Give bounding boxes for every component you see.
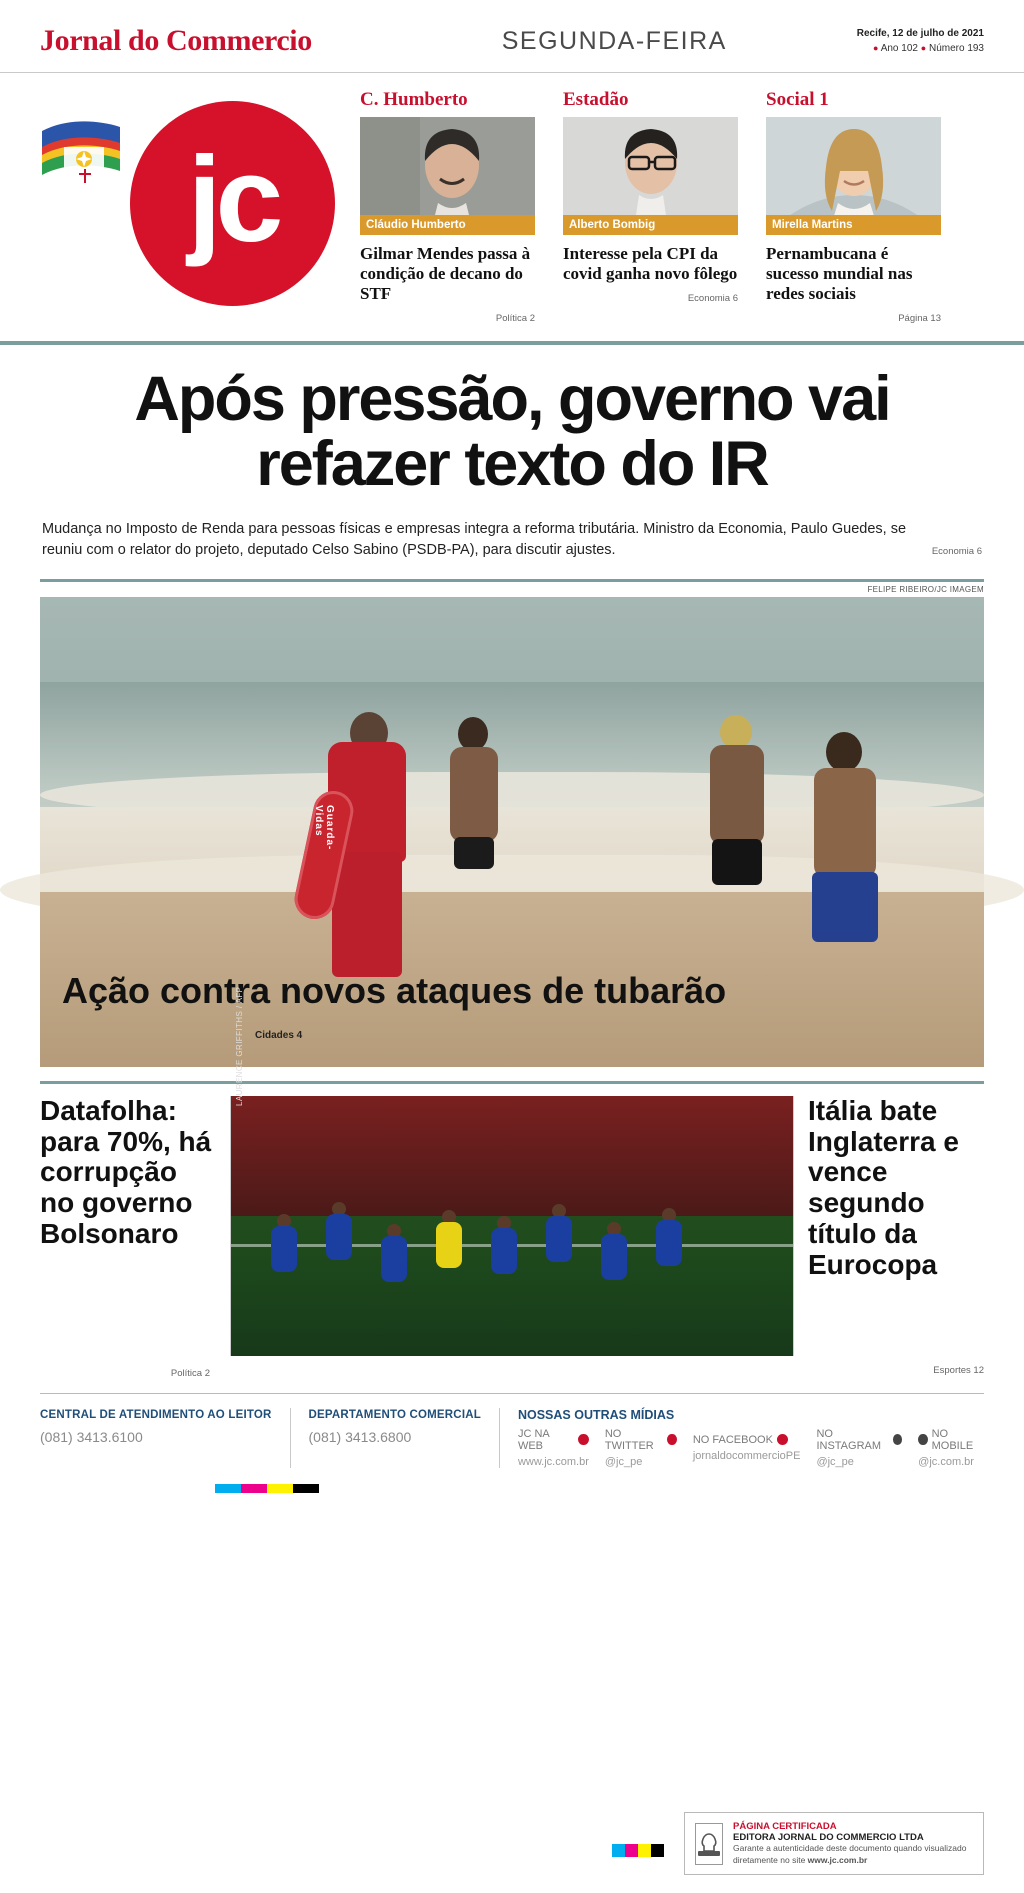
edition-number: Número 193 [928, 43, 984, 54]
media-item-web[interactable] [518, 1428, 589, 1468]
bather-head [720, 715, 752, 749]
color-bar-yellow [267, 1484, 293, 1493]
beach-reference: Cidades 4 [255, 1029, 303, 1041]
reader-service-block [40, 1408, 272, 1446]
social-media-list [518, 1428, 984, 1468]
reader-service-phone[interactable]: (081) 3413.6100 [40, 1429, 143, 1446]
cmyk-color-squares [612, 1844, 664, 1857]
facebook-icon [777, 1434, 788, 1445]
commercial-title: DEPARTAMENTO COMERCIAL [308, 1408, 481, 1421]
columnist-name: Mirella Martins [766, 215, 941, 235]
masthead [0, 0, 1024, 73]
eurocopa-headline: Itália bate Inglaterra e vence segundo título da Eurocopa [808, 1094, 959, 1280]
media-handle: www.jc.com.br [517, 1455, 589, 1468]
bullet-icon: ● [873, 43, 879, 53]
bather-figure [800, 732, 895, 992]
newspaper-title: Jornal do Commercio [40, 24, 312, 57]
football-pitch [231, 1096, 793, 1356]
columnist-item[interactable] [563, 89, 738, 324]
buoy-label: Guarda-Vidas [313, 804, 335, 851]
instagram-icon [893, 1434, 902, 1445]
color-square-cyan [612, 1844, 625, 1857]
social-media-block [518, 1408, 984, 1468]
color-bar-black [293, 1484, 319, 1493]
eurocopa-reference: Esportes 12 [933, 1364, 984, 1376]
bather-torso [450, 747, 498, 842]
columnist-kicker: Social 1 [766, 89, 829, 110]
media-label: JC NA WEB [517, 1427, 550, 1452]
media-handle: @jc.com.br [918, 1455, 974, 1468]
commercial-phone[interactable]: (081) 3413.6800 [308, 1429, 412, 1446]
columnist-photo [563, 117, 738, 235]
twitter-icon [667, 1434, 676, 1445]
certification-note [733, 1843, 973, 1866]
eurocopa-story[interactable] [794, 1096, 984, 1379]
bullet-icon-2: ● [920, 43, 927, 53]
columnist-kicker: Estadão [563, 89, 629, 110]
edition-date: Recife, 12 de julho de 2021 [856, 28, 984, 39]
certification-box [684, 1812, 984, 1875]
bather-figure [700, 715, 780, 945]
bather-head [458, 717, 488, 751]
divider-teal-2 [40, 1081, 984, 1084]
columnist-item[interactable] [360, 89, 535, 324]
jc-logo-text: jc [187, 130, 278, 267]
columnists-list [360, 83, 984, 324]
bather-head [826, 732, 862, 772]
columnist-name: Alberto Bombig [563, 215, 738, 235]
bather-shorts [712, 839, 762, 885]
columnist-photo [360, 117, 535, 235]
bather-shorts [812, 872, 878, 942]
edition-year: Ano 102 [880, 43, 918, 54]
bather-shorts [454, 837, 494, 869]
certification-note-text: Garante a autenticidade deste documento quando visualizado diretamente no site [733, 1843, 967, 1865]
certification-publisher: EDITORA JORNAL DO COMMERCIO LTDA [733, 1832, 924, 1844]
datafolha-reference: Política 2 [170, 1367, 210, 1379]
columnist-reference: Página 13 [898, 313, 941, 325]
datafolha-story[interactable] [40, 1096, 230, 1379]
media-handle: jornaldocommercioPE [692, 1449, 801, 1462]
bather-figure [440, 717, 510, 917]
media-item-facebook[interactable] [693, 1434, 801, 1462]
media-label: NO MOBILE [931, 1427, 974, 1452]
reader-service-title: CENTRAL DE ATENDIMENTO AO LEITOR [40, 1408, 272, 1421]
columnist-headline: Pernambucana é sucesso mundial nas redes sociais [766, 244, 913, 304]
footer [0, 1394, 1024, 1474]
eurocopa-photo-credit: LAURENCE GRIFFITHS / AFP [235, 986, 244, 1106]
logo-block [30, 83, 360, 333]
lead-summary-row [40, 519, 984, 561]
columnist-name: Cláudio Humberto [360, 215, 535, 235]
commercial-block [309, 1408, 481, 1446]
edition-meta [857, 26, 984, 56]
columnist-headline: Gilmar Mendes passa à condição de decano do STF [360, 244, 531, 304]
media-label: NO TWITTER [604, 1427, 654, 1452]
globe-icon [578, 1434, 588, 1445]
media-item-twitter[interactable] [605, 1428, 677, 1468]
footer-divider [290, 1408, 291, 1468]
media-label: NO INSTAGRAM [816, 1427, 882, 1452]
lead-story [0, 345, 1024, 565]
columnist-headline: Interesse pela CPI da covid ganha novo fôlego [563, 244, 738, 284]
media-item-mobile[interactable] [918, 1428, 984, 1468]
beach-headline: Ação contra novos ataques de tubarão [62, 970, 727, 1012]
datafolha-headline: Datafolha: para 70%, há corrupção no governo Bolsonaro [40, 1094, 212, 1249]
mobile-icon [918, 1434, 927, 1445]
columnists-strip [0, 73, 1024, 345]
bather-torso [814, 768, 876, 878]
lead-headline: Após pressão, governo vai refazer texto do IR [134, 364, 890, 499]
lead-reference: Economia 6 [931, 546, 982, 558]
certification-title: PÁGINA CERTIFICADA [733, 1821, 837, 1833]
beach-photo [40, 597, 984, 1067]
media-item-instagram[interactable] [816, 1428, 902, 1468]
stamp-glyph [696, 1829, 722, 1859]
color-square-magenta [625, 1844, 638, 1857]
social-media-title: NOSSAS OUTRAS MÍDIAS [517, 1407, 675, 1422]
columnist-reference: Economia 6 [687, 293, 738, 305]
media-label: NO FACEBOOK [692, 1433, 773, 1446]
photo-sky [40, 597, 984, 692]
weekday-label: SEGUNDA-FEIRA [501, 26, 727, 55]
jc-logo [130, 101, 335, 306]
media-handle: @jc_pe [816, 1455, 854, 1468]
color-square-yellow [638, 1844, 651, 1857]
footer-divider-2 [499, 1408, 500, 1468]
beach-photo-credit: FELIPE RIBEIRO/JC IMAGEM [867, 584, 984, 594]
cmyk-color-bars [215, 1484, 1024, 1493]
color-bar-cyan [215, 1484, 241, 1493]
edition-issue [857, 41, 984, 56]
lifeguard-legs [332, 852, 402, 977]
columnist-reference: Política 2 [495, 313, 535, 325]
columnist-item[interactable] [766, 89, 941, 324]
certification-text [733, 1821, 973, 1866]
columnist-kicker: C. Humberto [360, 89, 468, 110]
columnist-photo [766, 117, 941, 235]
media-handle: @jc_pe [604, 1455, 643, 1468]
bather-torso [710, 745, 764, 845]
certification-site[interactable]: www.jc.com.br [807, 1854, 868, 1865]
lead-summary: Mudança no Imposto de Renda para pessoas físicas e empresas integra a reforma tributária. Ministro da Economia, Paulo Guedes, se reuniu com o relator do projeto, deputado Celso Sabino (PSDB-PA), para discutir ajustes. [42, 520, 907, 558]
stamp-icon [695, 1823, 723, 1865]
color-bar-magenta [241, 1484, 267, 1493]
color-square-black [651, 1844, 664, 1857]
stadium-crowd [231, 1096, 793, 1216]
